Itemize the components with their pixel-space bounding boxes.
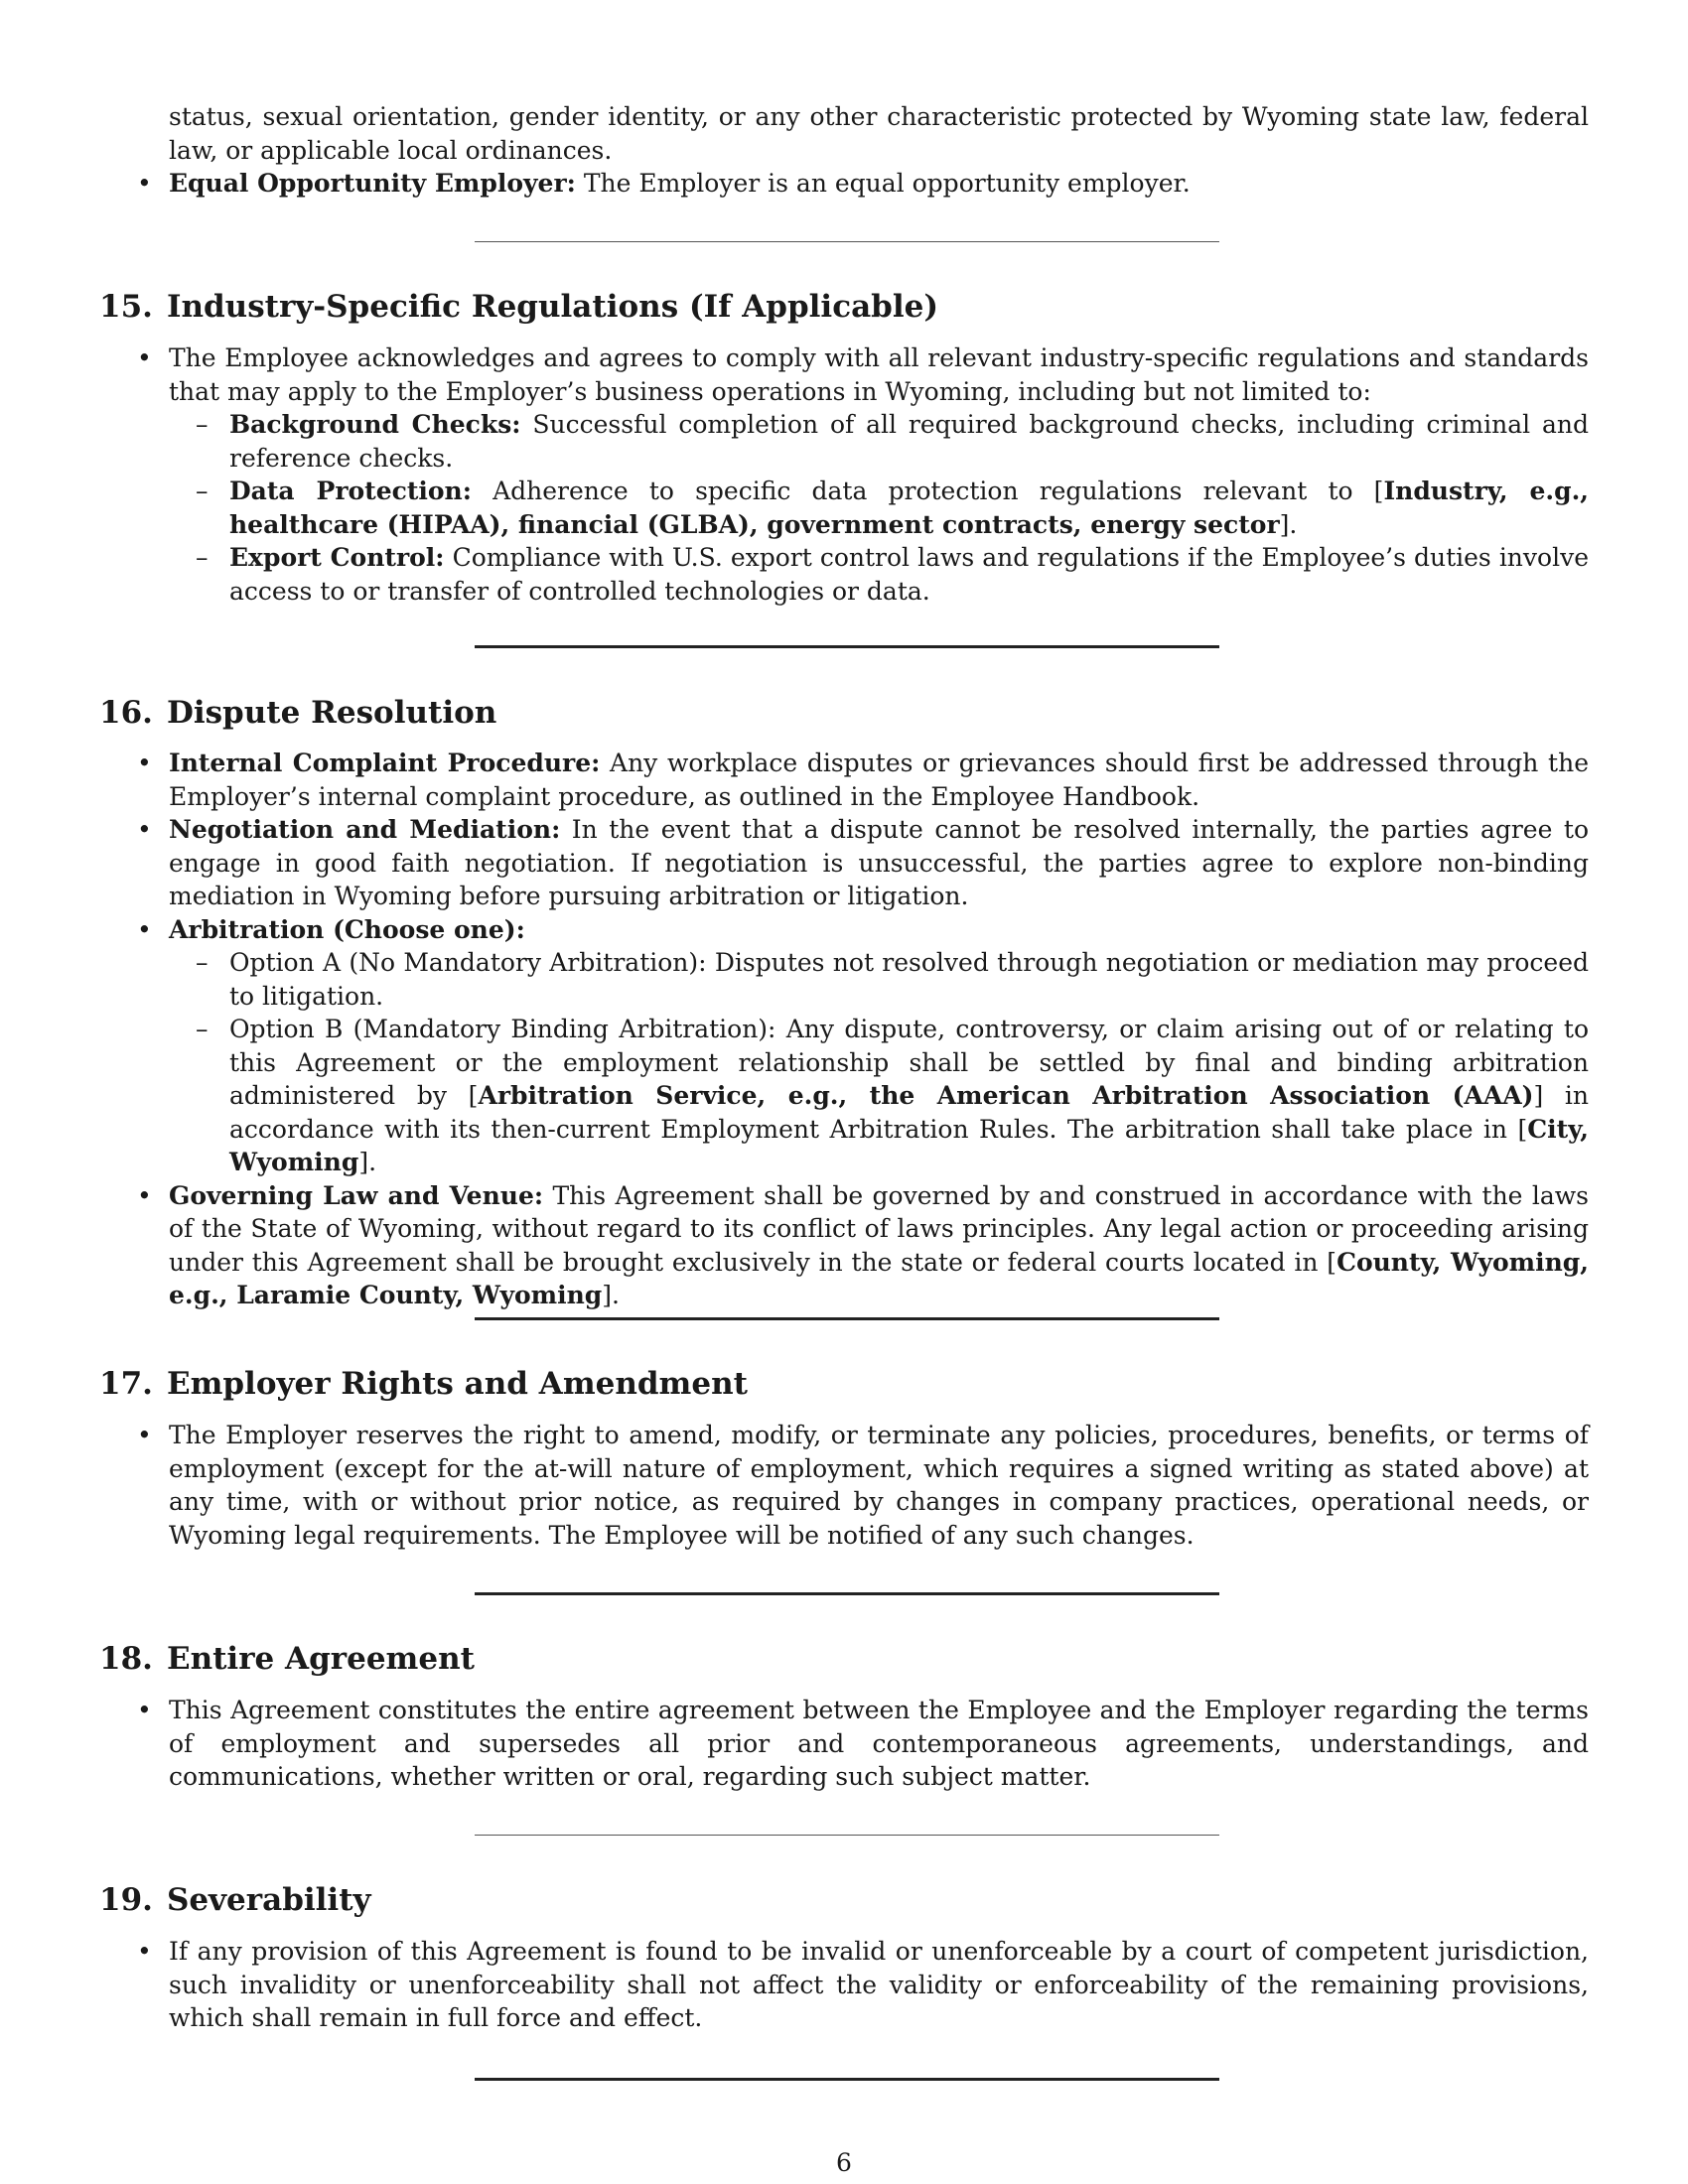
list-item bbox=[99, 813, 1589, 913]
section-19-list bbox=[99, 1935, 1589, 2035]
section-divider bbox=[475, 2078, 1219, 2081]
item-label: Data Protection: bbox=[229, 477, 472, 505]
section-title: Entire Agreement bbox=[166, 1641, 475, 1677]
list-item bbox=[99, 167, 1589, 201]
section-19-body bbox=[99, 1935, 1589, 2035]
item-text: Adherence to specific data protection regulations relevant to [ bbox=[471, 477, 1384, 505]
item-label: Equal Opportunity Employer: bbox=[169, 169, 576, 198]
placeholder-text: City, Wyoming bbox=[229, 1114, 1589, 1176]
list-item bbox=[99, 1419, 1589, 1552]
item-text: The Employer is an equal opportunity employer. bbox=[575, 169, 1191, 198]
item-text: If any provision of this Agreement is found to be invalid or unenforceable by a court of competent jurisdiction, such invalidity or unenforceability shall not affect the validity or enforceability of the remaining provisions, which shall remain in full force and effect. bbox=[169, 1937, 1589, 2032]
item-text: Option A (No Mandatory Arbitration): Disputes not resolved through negotiation or mediation may proceed to litigation. bbox=[229, 948, 1589, 1011]
section-title: Dispute Resolution bbox=[166, 695, 497, 731]
sub-list-item bbox=[169, 408, 1589, 475]
placeholder-text: Industry, e.g., healthcare (HIPAA), financial (GLBA), government contracts, energy sector bbox=[229, 477, 1590, 539]
section-14-list bbox=[99, 167, 1589, 201]
list-item bbox=[99, 1694, 1589, 1794]
section-18-list bbox=[99, 1694, 1589, 1794]
item-text: Option B (Mandatory Binding Arbitration): Any dispute, controversy, or claim arising out of or relating to this Agreement or the employment relationship shall be settled by final and binding arbitration administered by [ bbox=[229, 1015, 1589, 1110]
item-text: Any workplace disputes or grievances should first be addressed through the Employer’s internal complaint procedure, as outlined in the Employee Handbook. bbox=[169, 749, 1590, 811]
section-18-body bbox=[99, 1694, 1589, 1794]
page-number: 6 bbox=[836, 2148, 852, 2177]
section-divider bbox=[475, 1592, 1219, 1595]
list-item bbox=[99, 341, 1589, 608]
section-16-heading bbox=[99, 694, 496, 732]
section-17-heading bbox=[99, 1365, 748, 1403]
item-text: The Employer reserves the right to amend, modify, or terminate any policies, procedures, benefits, or terms of employment (except for the at-will nature of employment, which requires a signed writing as stated above) at any time, with or without prior notice, as required by changes in company practices, operational needs, or Wyoming legal requirements. The Employee will be notified of any such changes. bbox=[169, 1421, 1589, 1550]
item-text: ]. bbox=[358, 1148, 377, 1176]
item-text: ]. bbox=[1279, 509, 1298, 539]
placeholder-text: Arbitration Service, e.g., the American Arbitration Association (AAA) bbox=[478, 1081, 1534, 1110]
item-label: Export Control: bbox=[229, 543, 445, 572]
section-divider bbox=[475, 241, 1219, 242]
item-label: Negotiation and Mediation: bbox=[169, 815, 561, 844]
item-text: The Employee acknowledges and agrees to comply with all relevant industry-specific regulations and standards that may apply to the Employer’s business operations in Wyoming, including but not limited to: bbox=[169, 343, 1589, 406]
item-text: Compliance with U.S. export control laws and regulations if the Employee’s duties involve access to or transfer of controlled technologies or data. bbox=[229, 543, 1590, 606]
list-item bbox=[99, 747, 1589, 813]
section-divider bbox=[475, 1317, 1219, 1320]
item-text: This Agreement shall be governed by and construed in accordance with the laws of the State of Wyoming, without regard to its conflict of laws principles. Any legal action or proceeding arising under this Agreement shall be brought exclusively in the state or federal courts located in [ bbox=[169, 1180, 1590, 1277]
section-17-list bbox=[99, 1419, 1589, 1552]
section-number: 16. bbox=[99, 695, 153, 731]
item-text: ] in accordance with its then-current Employment Arbitration Rules. The arbitration shall take place in [ bbox=[229, 1081, 1590, 1144]
section-18-heading bbox=[99, 1640, 475, 1678]
placeholder-text: County, Wyoming, e.g., Laramie County, Wyoming bbox=[169, 1247, 1589, 1309]
section-15-list bbox=[99, 341, 1589, 608]
sub-list-item bbox=[169, 946, 1589, 1013]
sub-list-item bbox=[169, 541, 1589, 608]
section-15-body bbox=[99, 341, 1589, 608]
section-15-sublist bbox=[169, 408, 1589, 608]
item-label: Internal Complaint Procedure: bbox=[169, 749, 601, 777]
item-text: ]. bbox=[602, 1281, 620, 1309]
arbitration-options bbox=[169, 946, 1589, 1179]
section-title: Industry-Specific Regulations (If Applicable) bbox=[166, 289, 938, 325]
sub-list-item bbox=[169, 1013, 1589, 1179]
list-item bbox=[99, 1179, 1589, 1312]
sub-list-item bbox=[169, 475, 1589, 541]
section-17-body bbox=[99, 1419, 1589, 1552]
item-text: Successful completion of all required background checks, including criminal and reference checks. bbox=[229, 410, 1589, 473]
section-16-body bbox=[99, 747, 1589, 1312]
section-19-heading bbox=[99, 1881, 371, 1919]
section-number: 15. bbox=[99, 289, 153, 325]
item-label: Background Checks: bbox=[229, 410, 521, 439]
section-15-heading bbox=[99, 288, 938, 326]
discrimination-continuation: status, sexual orientation, gender identity, or any other characteristic protected by Wyoming state law, federal law, or applicable local ordinances. bbox=[169, 102, 1589, 165]
section-title: Employer Rights and Amendment bbox=[166, 1366, 748, 1402]
section-number: 19. bbox=[99, 1882, 153, 1918]
item-label: Arbitration (Choose one): bbox=[169, 914, 525, 944]
section-16-list bbox=[99, 747, 1589, 1312]
section-divider bbox=[475, 1835, 1219, 1836]
item-text: In the event that a dispute cannot be resolved internally, the parties agree to engage in good faith negotiation. If negotiation is unsuccessful, the parties agree to explore non-binding mediation in Wyoming before pursuing arbitration or litigation. bbox=[169, 815, 1589, 910]
section-14-continuation bbox=[99, 100, 1589, 201]
list-item bbox=[99, 1935, 1589, 2035]
section-number: 17. bbox=[99, 1366, 153, 1402]
section-number: 18. bbox=[99, 1641, 153, 1677]
item-text: This Agreement constitutes the entire agreement between the Employee and the Employer regarding the terms of employment and supersedes all prior and contemporaneous agreements, understandings, and communications, whether written or oral, regarding such subject matter. bbox=[169, 1696, 1589, 1791]
section-title: Severability bbox=[166, 1882, 371, 1918]
section-divider bbox=[475, 645, 1219, 648]
item-label: Governing Law and Venue: bbox=[169, 1180, 544, 1210]
list-item bbox=[99, 913, 1589, 1179]
